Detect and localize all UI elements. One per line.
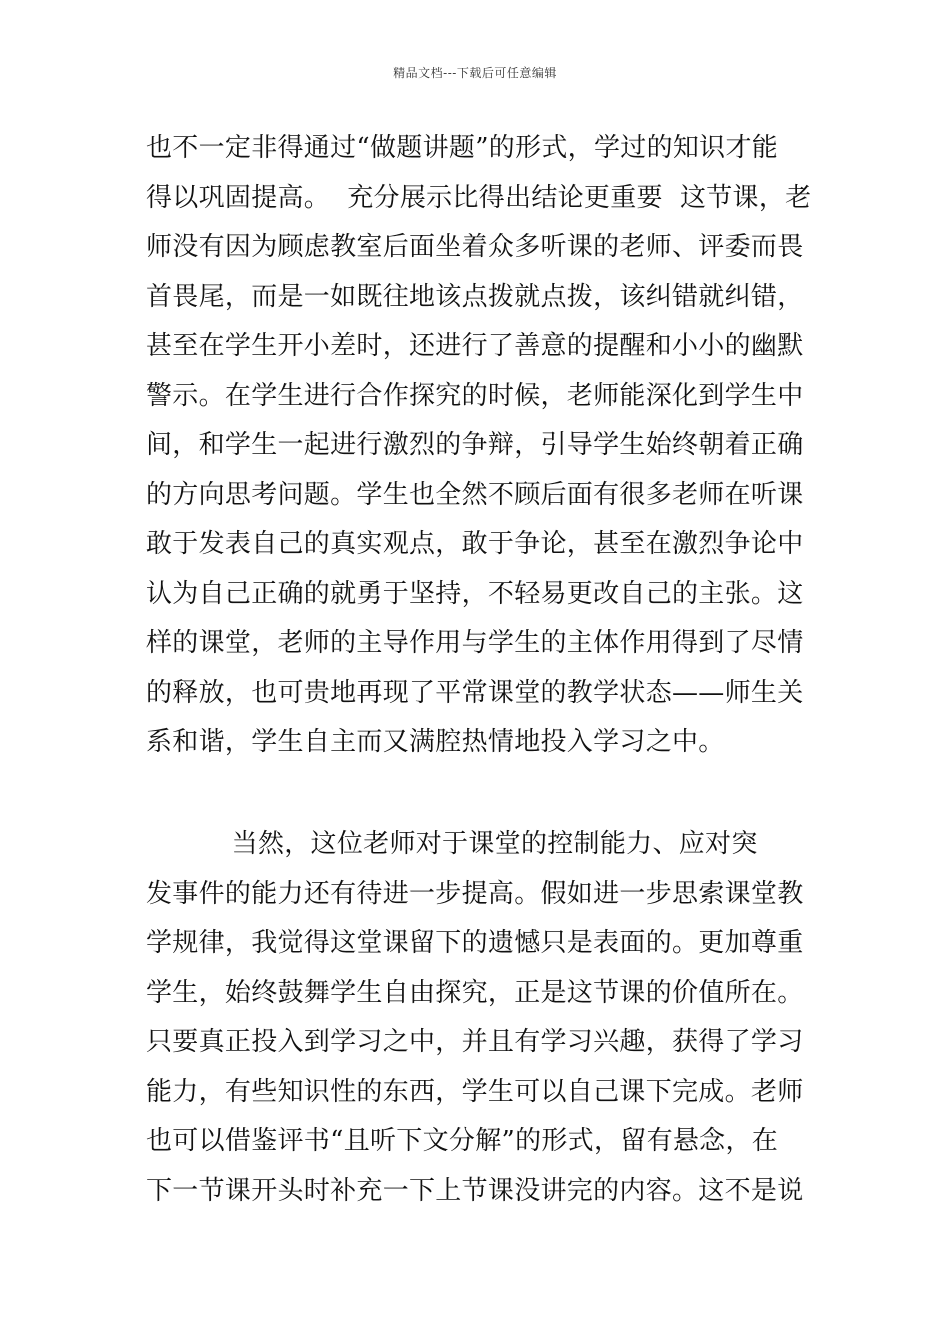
paragraph-2 [146, 820, 806, 1216]
text-line: 的释放，也可贵地再现了平常课堂的教学状态——师生关 [146, 677, 804, 708]
text-line: 学生，始终鼓舞学生自由探究，正是这节课的价值所在。 [146, 977, 804, 1008]
text-line: 当然，这位老师对于课堂的控制能力、应对突 [146, 829, 758, 859]
paragraph-1 [146, 124, 812, 768]
text-line: 下一节课开头时补充一下上节课没讲完的内容。这不是说 [146, 1175, 804, 1206]
text-line: 甚至在学生开小差时，还进行了善意的提醒和小小的幽默 [146, 331, 804, 361]
text-line: 发事件的能力还有待进一步提高。假如进一步思索课堂教 [146, 878, 804, 909]
text-line: 警示。在学生进行合作探究的时候，老师能深化到学生中 [146, 380, 804, 411]
text-line: 只要真正投入到学习之中，并且有学习兴趣，获得了学习 [146, 1027, 804, 1057]
text-line: 的方向思考问题。学生也全然不顾后面有很多老师在听课 [146, 479, 804, 510]
text-line: 敢于发表自己的真实观点，敢于争论，甚至在激烈争论中 [146, 529, 804, 559]
text-line: 认为自己正确的就勇于坚持，不轻易更改自己的主张。这 [146, 578, 804, 609]
text-line: 师没有因为顾虑教室后面坐着众多听课的老师、评委而畏 [146, 232, 804, 262]
text-line: 样的课堂，老师的主导作用与学生的主体作用得到了尽情 [146, 628, 804, 658]
text-line: 也可以借鉴评书“且听下文分解”的形式，留有悬念，在 [146, 1126, 779, 1156]
text-line: 得以巩固提高。 充分展示比得出结论更重要 这节课，老 [146, 182, 812, 213]
text-line: 首畏尾，而是一如既往地该点拨就点拨，该纠错就纠错， [146, 281, 804, 312]
text-line: 系和谐，学生自主而又满腔热情地投入学习之中。 [146, 727, 725, 757]
text-line: 学规律，我觉得这堂课留下的遗憾只是表面的。更加尊重 [146, 928, 804, 958]
page-header: 精品文档---下载后可任意编辑 [393, 66, 557, 80]
text-line: 也不一定非得通过“做题讲题”的形式，学过的知识才能 [146, 133, 779, 163]
text-line: 间，和学生一起进行激烈的争辩，引导学生始终朝着正确 [146, 430, 804, 460]
text-line: 能力，有些知识性的东西，学生可以自己课下完成。老师 [146, 1076, 804, 1107]
